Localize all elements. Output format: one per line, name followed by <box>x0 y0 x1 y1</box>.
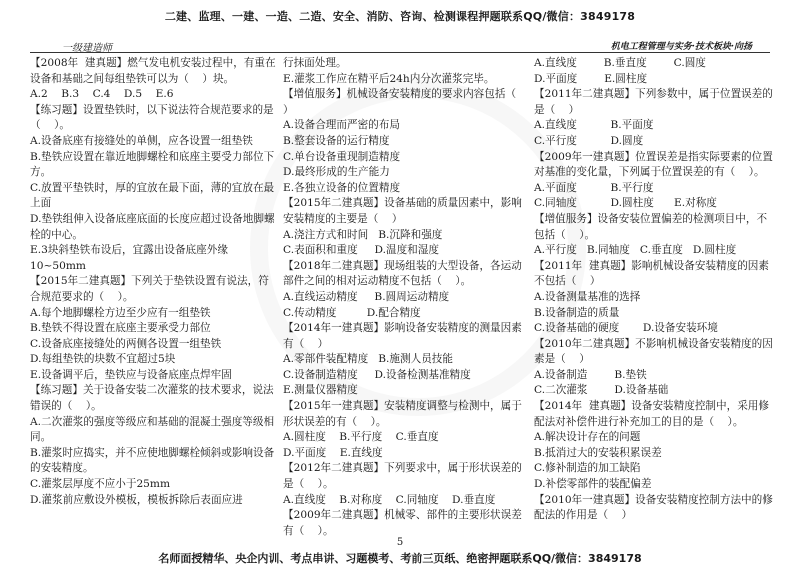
text-line: A.平行度 B.同轴度 C.垂直度 D.圆柱度 <box>534 244 737 257</box>
column-left <box>30 56 278 508</box>
text-line: A.直线度 B.对称度 C.同轴度 D.垂直度 <box>283 493 496 506</box>
text-line: A.直线度 B.垂直度 C.圆度 <box>534 57 706 69</box>
text-line: C.平行度 D.圆度 <box>534 134 644 147</box>
text-line: A.设备合理而严密的布局 <box>283 119 400 132</box>
text-line: B.抵消过大的安装积累误差 <box>534 446 662 459</box>
text-line: 【2018年二建真题】现场组装的大型设备，各运动部件之间的相对运动精度不包括（ ）。 <box>283 259 522 288</box>
page-number: 5 <box>396 537 404 548</box>
text-line: B.灌浆时应捣实，并不应使地脚螺栓倾斜或影响设备的安装精度。 <box>30 446 275 475</box>
text-line: 【2015年二建真题】设备基础的质量因素中，影响安装精度的主要是（ ） <box>283 197 522 225</box>
text-line: D.每组垫铁的块数不宜超过5块 <box>30 353 176 366</box>
text-line: C.灌浆层厚度不应小于25mm <box>30 478 171 491</box>
text-line: B.垫铁应设置在靠近地脚螺栓和底座主要受力部位下方。 <box>30 150 275 179</box>
text-line: C.单台设备重现制造精度 <box>283 150 401 163</box>
text-line: C.设备基础的硬度 D.设备安装环境 <box>534 322 718 335</box>
text-line: D.灌浆前应敷设外模板，模板拆除后表面应进 <box>30 493 243 506</box>
text-line: D.最终形成的生产能力 <box>283 166 390 179</box>
text-line: 【2014年 建真题】设备安装精度控制中，采用修配法对补偿件进行补充加工的目的是（ ）。 <box>534 400 769 428</box>
text-line: B.垫铁不得设置在底座主要承受力部位 <box>30 322 211 335</box>
text-line: A.2 B.3 C.4 D.5 E.6 <box>30 88 174 101</box>
header-right-title: 机电工程管理与实务·技术板块·向扬 <box>610 42 752 52</box>
text-line: D.补偿零部件的装配偏差 <box>534 478 652 491</box>
text-line: 【练习题】设置垫铁时，以下说法符合规范要求的是（ ）。 <box>30 103 274 132</box>
text-line: A.平面度 B.平行度 <box>534 181 654 194</box>
text-line: A.二次灌浆的强度等级应和基础的混凝土强度等级相同。 <box>30 415 275 444</box>
text-line: C.设备制造精度 D.设备检测基准精度 <box>283 368 471 381</box>
top-banner: 二建、监理、一建、一造、二造、安全、消防、咨询、检测课程押题联系QQ/微信：3849178 <box>164 10 636 23</box>
text-line: A.直线度 B.平面度 <box>534 119 654 132</box>
text-line: 【2009年二建真题】机械零、部件的主要形状误差有（ ）。 <box>283 509 522 537</box>
text-line: A.浇注方式和时间 B.沉降和强度 <box>283 228 443 241</box>
column-right <box>534 56 774 524</box>
bottom-banner: 名师面授精华、央企内训、考点串讲、习题模考、考前三页纸、绝密押题联系QQ/微信：3849178 <box>158 552 642 565</box>
text-line: 【2015年一建真题】安装精度调整与检测中，属于形状误差的有（ ）。 <box>283 400 522 428</box>
text-line: C.放置平垫铁时，厚的宜放在最下面，薄的宜放在最上面 <box>30 181 275 210</box>
text-line: C.二次灌浆 D.设备基础 <box>534 384 669 397</box>
text-line: A.设备制造 B.垫铁 <box>534 368 647 381</box>
text-line: A.圆柱度 B.平行度 C.垂直度 <box>283 431 439 444</box>
text-line: E.设备调平后，垫铁应与设备底座点焊牢固 <box>30 368 232 381</box>
text-line: 【2011年二建真题】下列参数中，属于位置误差的是（ ） <box>534 88 773 116</box>
text-line: E.灌浆工作应在精平后24h内分次灌浆完毕。 <box>283 72 495 85</box>
text-line: A.设备测量基准的选择 <box>534 290 641 303</box>
text-line: A.设备底座有接缝处的单侧，应各设置一组垫铁 <box>30 134 253 147</box>
text-line: E.3块斜垫铁布设后，宜露出设备底座外缘10~50mm <box>30 244 228 272</box>
text-line: D.平面度 E.直线度 <box>283 446 383 459</box>
text-line: A.零部件装配精度 B.施测人员技能 <box>283 353 453 366</box>
text-line: D.平面度 E.圆柱度 <box>534 72 648 85</box>
text-line: C.表面积和重度 D.温度和湿度 <box>283 244 439 257</box>
text-line: A.每个地脚螺栓方边至少应有一组垫铁 <box>30 306 211 319</box>
column-middle <box>283 56 528 539</box>
text-line: A.解决设计存在的问题 <box>534 431 641 444</box>
text-line: C.设备底座接缝处的两侧各设置一组垫铁 <box>30 337 222 350</box>
text-line: 【练习题】关于设备安装二次灌浆的技术要求，说法错误的（ ）。 <box>30 384 274 413</box>
text-line: 【增值服务】机械设备安装精度的要求内容包括（ ） <box>283 88 530 116</box>
text-line: E.测量仪器精度 <box>283 384 358 397</box>
text-line: 【2010年二建真题】不影响机械设备安装精度的因素是（ ） <box>534 337 773 366</box>
text-line: 【2008年 建真题】燃气发电机安装过程中，有重在设备和基础之间每组垫铁可以为（ ）块。 <box>30 57 276 85</box>
text-line: 【增值服务】设备安装位置偏差的检测项目中，不包括（ ）。 <box>534 212 768 241</box>
text-line: 行抹面处理。 <box>283 57 347 69</box>
header-left-title: 一级建造师 <box>62 43 112 54</box>
text-line: C.传动精度 D.配合精度 <box>283 306 421 319</box>
text-line: 【2012年二建真题】下列要求中，属于形状误差的是（ ）。 <box>283 462 522 491</box>
text-line: D.垫铁组伸入设备底座底面的长度应超过设备地脚螺栓的中心。 <box>30 212 275 241</box>
text-line: C.修补制造的加工缺陷 <box>534 462 641 475</box>
text-line: 【2011年 建真题】影响机械设备安装精度的因素不包括（ ） <box>534 259 769 288</box>
text-line: C.同轴度 D.圆柱度 E.对称度 <box>534 197 717 210</box>
text-line: E.各独立设备的位置精度 <box>283 181 401 194</box>
text-line: B.设备制造的质量 <box>534 306 620 319</box>
text-line: 【2010年一建真题】设备安装精度控制方法中的修配法的作用是（ ） <box>534 493 773 522</box>
text-line: 【2014年一建真题】影响设备安装精度的测量因素有（ ） <box>283 322 522 350</box>
text-line: A.直线运动精度 B.圆周运动精度 <box>283 290 450 303</box>
text-line: 【2015年二建真题】下列关于垫铁设置有说法，符合规范要求的（ ）。 <box>30 275 269 303</box>
text-line: 【2009年一建真题】位置误差是指实际要素的位置对基准的变化量，下列属于位置误差的有（ ）。 <box>534 150 773 179</box>
header-divider <box>30 52 770 53</box>
text-line: B.整套设备的运行精度 <box>283 134 390 147</box>
